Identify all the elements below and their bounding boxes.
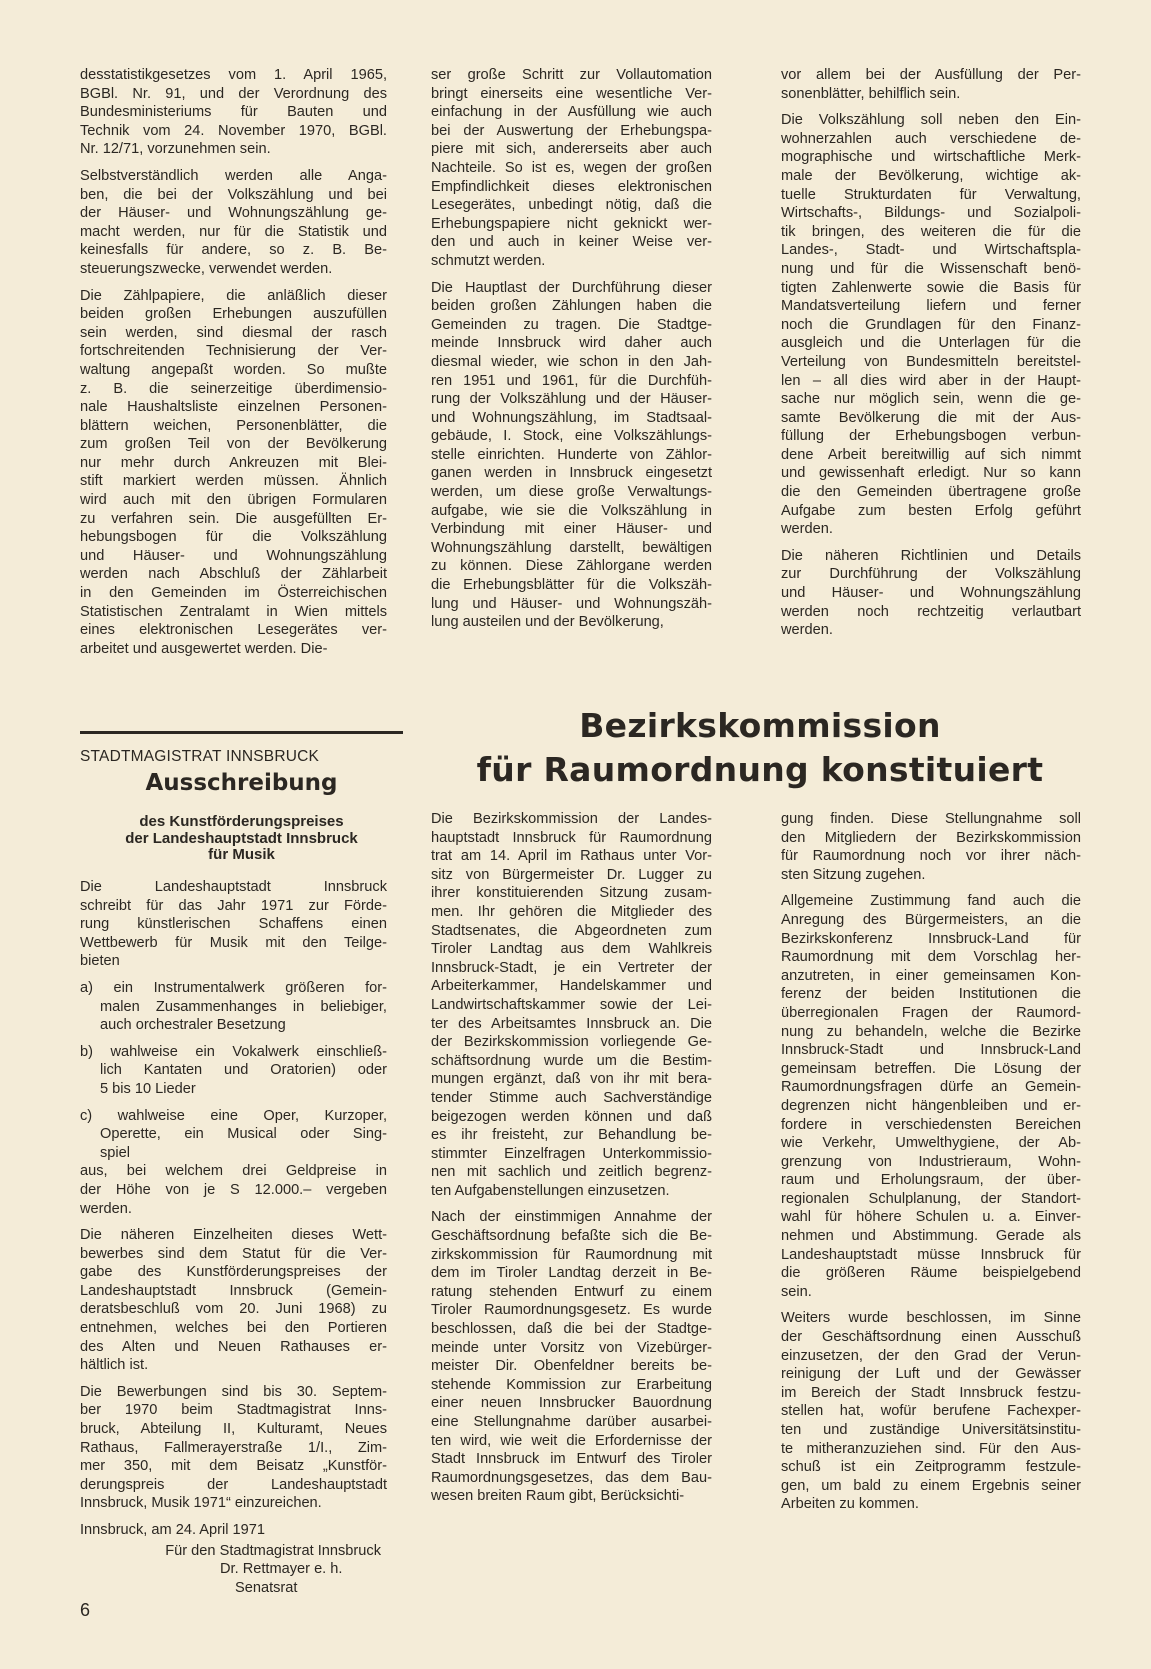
text-line: Wohnungszählung darstellt, bewältigen	[431, 539, 712, 556]
text-line: Die Bezirkskommission der Landes-	[431, 811, 712, 827]
text-line: Die Bewerbungen sind bis 30. Septem-	[80, 1383, 387, 1400]
text-line: Raumordnungsfragen dürfe an Gemein-	[781, 1079, 1081, 1096]
notice-subtitle-line: des Kunstförderungspreises	[139, 813, 344, 830]
text-line: die größeren Räume beispielgebend	[781, 1265, 1081, 1282]
paragraph	[80, 66, 387, 159]
article-column-2	[781, 810, 1081, 1522]
text-line: zum großen Teil von der Bevölkerung	[80, 436, 387, 453]
article-headline-line-2: für Raumordnung konstituiert	[476, 750, 1044, 789]
text-line: des Alten und Neuen Rathauses er-	[80, 1338, 387, 1355]
text-line: Innsbruck-Stadt, je ein Vertreter der	[431, 959, 712, 976]
text-line: zur Durchführung der Volkszählung	[781, 566, 1081, 583]
paragraph	[781, 892, 1081, 1301]
text-line: rung der Volkszählung und der Häuser-	[431, 391, 712, 408]
text-line: schmutzt werden.	[431, 252, 546, 269]
text-line: beiden großen Zählungen haben die	[431, 298, 712, 315]
text-line: lung und Häuser- und Wohnungszäh-	[431, 595, 712, 612]
paragraph	[781, 111, 1081, 539]
signature-role: Senatsrat	[235, 1579, 298, 1596]
text-line: nen mit sachlich und zeitlich begrenz-	[431, 1164, 712, 1181]
text-line: Stadt Innsbruck im Entwurf des Tiroler	[431, 1451, 712, 1468]
text-line: Landeshauptstadt müsse Innsbruck für	[781, 1246, 1081, 1263]
text-line: ten wird, wie weit die Erfordernisse der	[431, 1432, 712, 1449]
text-line: ferenz der beiden Institutionen die	[781, 986, 1081, 1003]
text-line: Aufgabe zum besten Erfolg geführt	[781, 502, 1081, 519]
census-article-column-3	[781, 66, 1081, 648]
text-line: wesen breiten Raum gibt, Berücksichti-	[431, 1488, 685, 1505]
text-line: eines elektronischen Lesegerätes ver-	[80, 622, 387, 639]
text-line: wohnerzahlen auch verschiedene de-	[781, 130, 1081, 147]
text-line: Die Landeshauptstadt Innsbruck	[80, 879, 387, 895]
text-line: werden.	[781, 521, 833, 538]
text-line: Die näheren Richtlinien und Details	[781, 547, 1081, 564]
text-line: sitz von Bürgermeister Dr. Lugger zu	[431, 866, 712, 883]
text-line: zirkskommission für Raumordnung mit	[431, 1246, 712, 1263]
article-column-1	[431, 810, 712, 1514]
text-line: bei der Auswertung der Erhebungspa-	[431, 122, 712, 139]
text-line: wie Verkehr, Umwelthygiene, der Ab-	[781, 1135, 1081, 1152]
text-line: werden.	[80, 1200, 132, 1217]
text-line: stellen hat, wofür berufene Fachexper-	[781, 1403, 1081, 1420]
paragraph	[781, 1309, 1081, 1514]
text-line: Weiters wurde beschlossen, im Sinne	[781, 1310, 1081, 1327]
text-line: eine Stellungnahme darüber ausarbei-	[431, 1414, 712, 1430]
text-line: schuß ist ein Zeitprogramm festzule-	[781, 1459, 1081, 1476]
text-line: ausgleich und die Unterlagen für die	[781, 335, 1081, 352]
text-line: einer neuen Innsbrucker Bauordnung	[431, 1395, 712, 1412]
text-line: gabe des Kunstförderungspreises der	[80, 1264, 387, 1281]
text-line: Rathaus, Fallmerayerstraße 1/I., Zim-	[80, 1439, 387, 1456]
text-line: Gemeinden zu tragen. Die Stadtge-	[431, 316, 712, 333]
text-line: die Erhebungsblätter für die Volkszäh-	[431, 577, 712, 594]
paragraph	[781, 810, 1081, 884]
text-line: noch die Grundlagen für den Finanz-	[781, 316, 1081, 333]
text-line: einfachung in der Ausfüllung wie auch	[431, 104, 712, 121]
text-line: len – all dies wird aber in der Haupt-	[781, 372, 1081, 389]
text-line: vor allem bei der Ausfüllung der Per-	[781, 67, 1081, 83]
text-line: und Häuser- und Wohnungszählung	[80, 547, 387, 564]
text-line: ser große Schritt zur Vollautomation	[431, 67, 712, 83]
text-line: anzutreten, in einer gemeinsamen Kon-	[781, 967, 1081, 984]
text-line: ten Aufgabenstellungen einzusetzen.	[431, 1182, 670, 1199]
text-line: stelle einrichten. Hunderte von Zählor-	[431, 446, 712, 463]
text-line: zu verfahren sein. Die ausgefüllten Er-	[80, 510, 387, 527]
text-line: Die näheren Einzelheiten dieses Wett-	[80, 1227, 387, 1244]
article-headline-line-1: Bezirkskommission	[579, 706, 941, 745]
text-line: Raumordnungsgesetzes, das dem Bau-	[431, 1469, 712, 1486]
text-line: zu können. Diese Zählorgane werden	[431, 558, 712, 575]
text-line: werden.	[781, 622, 833, 639]
text-line: Landes-, Stadt- und Wirtschaftspla-	[781, 242, 1081, 259]
text-line: stehende Kommission zur Erarbeitung	[431, 1376, 712, 1393]
text-line: mographische und wirtschaftliche Merk-	[781, 149, 1081, 166]
text-line: Wirtschafts-, Bildungs- und Sozialpoli-	[781, 205, 1081, 222]
text-line: ber 1970 beim Stadtmagistrat Inns-	[80, 1402, 387, 1419]
text-line: schäftsordnung wurde um die Bestim-	[431, 1052, 712, 1069]
text-line: bringt einerseits eine wesentliche Ver-	[431, 85, 712, 102]
text-line: Nr. 12/71, vorzunehmen sein.	[80, 141, 271, 158]
text-line: diesmal wieder, wie schon in den Jah-	[431, 353, 712, 370]
text-line: rung künstlerischen Schaffens einen	[80, 916, 387, 933]
notice-intro	[80, 878, 387, 971]
text-line: Innsbruck, Musik 1971“ einzureichen.	[80, 1495, 322, 1512]
paragraph	[431, 66, 712, 271]
text-line: dem im Tiroler Landtag derzeit in Be-	[431, 1265, 712, 1282]
text-line: beiden großen Erhebungen auszufüllen	[80, 306, 387, 323]
text-line: nung zu behandeln, welche die Bezirke	[781, 1023, 1081, 1040]
text-line: wird auch mit den übrigen Formularen	[80, 492, 387, 509]
text-line: meinde Innsbruck wird daher auch	[431, 335, 712, 352]
paragraph	[781, 547, 1081, 640]
text-line: Landwirtschaftskammer sowie der Lei-	[431, 996, 712, 1013]
text-line: Arbeiten zu kommen.	[781, 1496, 919, 1513]
notice-kicker: STADTMAGISTRAT INNSBRUCK	[80, 748, 320, 765]
text-line: fortschreitenden Technisierung der Ver-	[80, 343, 387, 360]
text-line: auch orchestraler Besetzung	[100, 1017, 286, 1034]
text-line: Innsbruck-Stadt und Innsbruck-Land	[781, 1042, 1081, 1059]
text-line: z. B. die seinerzeitige überdimensio-	[80, 380, 387, 397]
text-line: im Bereich der Stadt Innsbruck festzu-	[781, 1384, 1081, 1401]
notice-item-b	[80, 1043, 387, 1099]
text-line: werden noch rechtzeitig verlautbart	[781, 603, 1081, 620]
text-line: raum und Erholungsraum, der über-	[781, 1172, 1081, 1189]
text-line: desstatistikgesetzes vom 1. April 1965,	[80, 67, 387, 83]
text-line: Die Zählpapiere, die anläßlich dieser	[80, 287, 387, 304]
paragraph	[80, 167, 387, 279]
census-article-column-1	[80, 66, 387, 666]
text-line: 5 bis 10 Lieder	[100, 1080, 196, 1097]
text-line: den Mitgliedern der Bezirkskommission	[781, 829, 1081, 846]
signature-for: Für den Stadtmagistrat Innsbruck	[165, 1542, 381, 1559]
text-line: nehmen und Abstimmung. Gerade als	[781, 1228, 1081, 1245]
text-line: deratsbeschluß vom 20. Juni 1968) zu	[80, 1301, 387, 1318]
text-line: den und auch in keiner Weise ver-	[431, 234, 712, 251]
text-line: es ihr freisteht, zur Behandlung be-	[431, 1127, 712, 1144]
text-line: men. Ihr gehören die Mitglieder des	[431, 903, 712, 920]
text-line: steuerungszwecke, verwendet werden.	[80, 260, 333, 277]
text-line: die den Gemeinden übertragene große	[781, 484, 1081, 501]
notice-title: Ausschreibung	[145, 770, 338, 796]
text-line: hauptstadt Innsbruck für Raumordnung	[431, 829, 712, 846]
text-line: gung finden. Diese Stellungnahme soll	[781, 811, 1081, 827]
text-line: aufgabe, wie sie die Volkszählung in	[431, 502, 712, 519]
text-line: malen Zusammenhanges in beliebiger,	[100, 998, 387, 1015]
text-line: trat am 14. April im Rathaus unter Vor-	[431, 848, 712, 865]
text-line: und Häuser- und Wohnungszählung	[781, 585, 1081, 602]
text-line: füllung der Erhebungsbogen verbun-	[781, 428, 1081, 445]
text-line: keinesfalls für andere, so z. B. Be-	[80, 242, 387, 259]
notice-item-a	[80, 979, 387, 1035]
text-line: te mitheranzuziehen sind. Für den Aus-	[781, 1440, 1081, 1457]
text-line: regionalen Schulplanung, der Standort-	[781, 1190, 1081, 1207]
text-line: beschlossen, daß die bei der Stadtge-	[431, 1321, 712, 1338]
text-line: gemeinsam betreffen. Die Lösung der	[781, 1060, 1081, 1077]
text-line: a) ein Instrumentalwerk größeren for-	[80, 979, 387, 996]
text-line: der Häuser- und Wohnungszählung ge-	[80, 205, 387, 222]
text-line: Landeshauptstadt Innsbruck (Gemein-	[80, 1282, 387, 1299]
text-line: Die Hauptlast der Durchführung dieser	[431, 279, 712, 296]
text-line: ren 1951 und 1961, für die Durchfüh-	[431, 372, 712, 389]
text-line: Tiroler Raumordnungsgesetz. Es wurde	[431, 1302, 712, 1319]
text-line: blättern weichen, Personenblätter, die	[80, 417, 387, 434]
text-line: aus, bei welchem drei Geldpreise in	[80, 1163, 387, 1180]
text-line: hebungsbogen für die Volkszählung	[80, 529, 387, 546]
text-line: hältlich ist.	[80, 1357, 149, 1374]
text-line: ganen werden in Innsbruck eingesetzt	[431, 465, 712, 482]
text-line: werden nach Abschluß der Zählarbeit	[80, 566, 387, 583]
text-line: beigezogen werden können und daß	[431, 1108, 712, 1125]
text-line: male der Bevölkerung, wichtige ak-	[781, 167, 1081, 184]
text-line: arbeitet und ausgewertet werden. Die-	[80, 640, 328, 657]
text-line: tender Stimme auch Sachverständige	[431, 1089, 712, 1106]
text-line: piere mit sich, andererseits aber auch	[431, 141, 712, 158]
text-line: BGBl. Nr. 91, und der Verordnung des	[80, 85, 387, 102]
paragraph	[431, 1208, 712, 1506]
notice-prize	[80, 1162, 387, 1218]
text-line: sein werden, sind diesmal der rasch	[80, 324, 387, 341]
text-line: entnehmen, welches bei den Portieren	[80, 1320, 387, 1337]
text-line: Erhebungspapiere nicht geknickt wer-	[431, 215, 712, 232]
notice-subtitle-line: für Musik	[208, 846, 275, 863]
text-line: sonenblätter, behilflich sein.	[781, 85, 961, 102]
text-line: Nach der einstimmigen Annahme der	[431, 1209, 712, 1226]
text-line: sein.	[781, 1283, 812, 1300]
text-line: gen, um bald zu einem Ergebnis seiner	[781, 1477, 1081, 1494]
text-line: und gewissenhaft erledigt. Nur so kann	[781, 465, 1081, 482]
text-line: mer 350, mit dem Beisatz „Kunstför-	[80, 1458, 387, 1475]
signature-name: Dr. Rettmayer e. h.	[220, 1561, 343, 1578]
text-line: sten Sitzung zugehen.	[781, 866, 926, 883]
text-line: wahl für höhere Schulen u. a. Einver-	[781, 1209, 1081, 1226]
paragraph	[80, 287, 387, 659]
text-line: Nachteile. So ist es, wegen der großen	[431, 159, 712, 176]
text-line: meinde unter Vorsitz von Vizebürger-	[431, 1339, 712, 1356]
page-number: 6	[80, 1600, 91, 1620]
text-line: bewerbes sind dem Statut für die Ver-	[80, 1245, 387, 1262]
text-line: Stadtsenates, die Abgeordneten zum	[431, 922, 712, 939]
text-line: dene Arbeit bereitwillig auf sich nimmt	[781, 446, 1081, 463]
text-line: waltung angepaßt worden. So mußte	[80, 361, 387, 378]
text-line: macht werden, nur für die Statistik und	[80, 223, 387, 240]
text-line: bieten	[80, 953, 120, 970]
text-line: Lesegerätes, unbedingt nötig, daß die	[431, 197, 712, 214]
text-line: Bezirkskonferenz Innsbruck-Land für	[781, 930, 1081, 947]
text-line: Geschäftsordnung befaßte sich die Be-	[431, 1228, 712, 1245]
text-line: samte Bevölkerung die mit der Aus-	[781, 409, 1081, 426]
text-line: sache nur möglich sein, wenn die ge-	[781, 391, 1081, 408]
text-line: Operette, ein Musical oder Sing-	[100, 1126, 387, 1143]
text-line: ten und zuständige Universitätsinstitu-	[781, 1422, 1081, 1438]
text-line: ratung stehenden Entwurf zu einem	[431, 1283, 712, 1300]
text-line: Raumordnung mit dem Vorschlag her-	[781, 949, 1081, 966]
text-line: Empfindlichkeit dieses elektronischen	[431, 178, 712, 195]
text-line: Allgemeine Zustimmung fand auch die	[781, 893, 1081, 910]
paragraph	[431, 810, 712, 1200]
text-line: lung austeilen und der Bevölkerung,	[431, 614, 664, 631]
text-line: grenzung von Industrieraum, Wohn-	[781, 1153, 1081, 1170]
text-line: meister Dir. Obenfeldner bereits be-	[431, 1358, 712, 1375]
text-line: bruck, Abteilung II, Kulturamt, Neues	[80, 1421, 387, 1438]
text-line: stift markiert werden müssen. Ähnlich	[80, 473, 387, 490]
text-line: der Bezirkskommission vorliegende Ge-	[431, 1034, 712, 1051]
text-line: Anregung des Bürgermeisters, an die	[781, 911, 1081, 928]
text-line: mungen ergänzt, daß von ihr mit bera-	[431, 1071, 712, 1088]
notice-body	[80, 878, 387, 1597]
text-line: ben, die bei der Volkszählung und bei	[80, 186, 387, 203]
text-line: Die Volkszählung soll neben den Ein-	[781, 112, 1081, 129]
paragraph	[431, 279, 712, 632]
text-line: werden, um diese große Verwaltungs-	[431, 484, 712, 501]
notice-item-c	[80, 1107, 387, 1163]
text-line: nale Haushaltsliste einzelnen Personen-	[80, 399, 387, 416]
text-line: ihrer konstituierenden Sitzung zusam-	[431, 885, 712, 902]
text-line: fordere in verschiedensten Bereichen	[781, 1116, 1081, 1133]
text-line: für Raumordnung noch vor ihrer näch-	[781, 848, 1081, 865]
text-line: Wettbewerb für Musik mit den Teilge-	[80, 934, 387, 951]
text-line: b) wahlweise ein Vokalwerk einschließ-	[80, 1043, 387, 1060]
text-line: reinigung der Luft und der Gewässer	[781, 1366, 1081, 1383]
text-line: Statistischen Zentralamt in Wien mittels	[80, 603, 387, 620]
text-line: Arbeiterkammer, Handelskammer und	[431, 978, 712, 995]
text-line: tik bringen, des weiteren die für die	[781, 223, 1081, 240]
text-line: tuelle Strukturdaten für Verwaltung,	[781, 186, 1081, 203]
census-article-column-2	[431, 66, 712, 640]
text-line: der Geschäftsordnung einen Ausschuß	[781, 1329, 1081, 1346]
text-line: Technik vom 24. November 1970, BGBl.	[80, 122, 387, 139]
text-line: der Höhe von je S 12.000.– vergeben	[80, 1181, 387, 1198]
text-line: Mandatsverteilung liefern und ferner	[781, 298, 1081, 315]
text-line: schreibt für das Jahr 1971 zur Förde-	[80, 897, 387, 914]
text-line: einzusetzen, der den Grad der Verun-	[781, 1347, 1081, 1364]
text-line: überregionalen Fragen der Raumord-	[781, 1004, 1081, 1021]
text-line: lich Kantaten und Oratorien) oder	[100, 1062, 387, 1079]
text-line: nur mehr durch Ankreuzen mit Blei-	[80, 454, 387, 471]
text-line: Selbstverständlich werden alle Anga-	[80, 167, 387, 184]
text-line: c) wahlweise eine Oper, Kurzoper,	[80, 1107, 387, 1124]
text-line: Bundesministeriums für Bauten und	[80, 104, 387, 121]
text-line: Verbindung mit einer Häuser- und	[431, 521, 712, 538]
text-line: tigten Zahlenwerte sowie die Basis für	[781, 279, 1081, 296]
text-line: spiel	[100, 1144, 131, 1161]
notice-subtitle	[80, 814, 403, 864]
text-line: Tiroler Landtag aus dem Wahlkreis	[431, 941, 712, 958]
notice-submission	[80, 1383, 387, 1513]
text-line: degrenzen nicht hängenbleiben und er-	[781, 1097, 1081, 1114]
notice-subtitle-line: der Landeshauptstadt Innsbruck	[125, 829, 358, 847]
paragraph	[781, 66, 1081, 103]
notice-details	[80, 1226, 387, 1375]
text-line: in den Gemeinden im Österreichischen	[80, 585, 387, 602]
text-line: stimmter Einzelfragen Unterkommissio-	[431, 1145, 712, 1162]
text-line: und Wohnungszählung, im Stadtsaal-	[431, 409, 712, 426]
text-line: nung und für die Wissenschaft benö-	[781, 260, 1081, 277]
section-divider	[80, 731, 403, 734]
text-line: Verteilung von Bundesmitteln bereitstel-	[781, 353, 1081, 370]
text-line: ter des Arbeitsamtes Innsbruck an. Die	[431, 1015, 712, 1032]
text-line: gebäude, I. Stock, eine Volkszählungs-	[431, 428, 712, 445]
notice-date-line: Innsbruck, am 24. April 1971	[80, 1522, 265, 1538]
text-line: derungspreis der Landeshauptstadt	[80, 1476, 387, 1493]
